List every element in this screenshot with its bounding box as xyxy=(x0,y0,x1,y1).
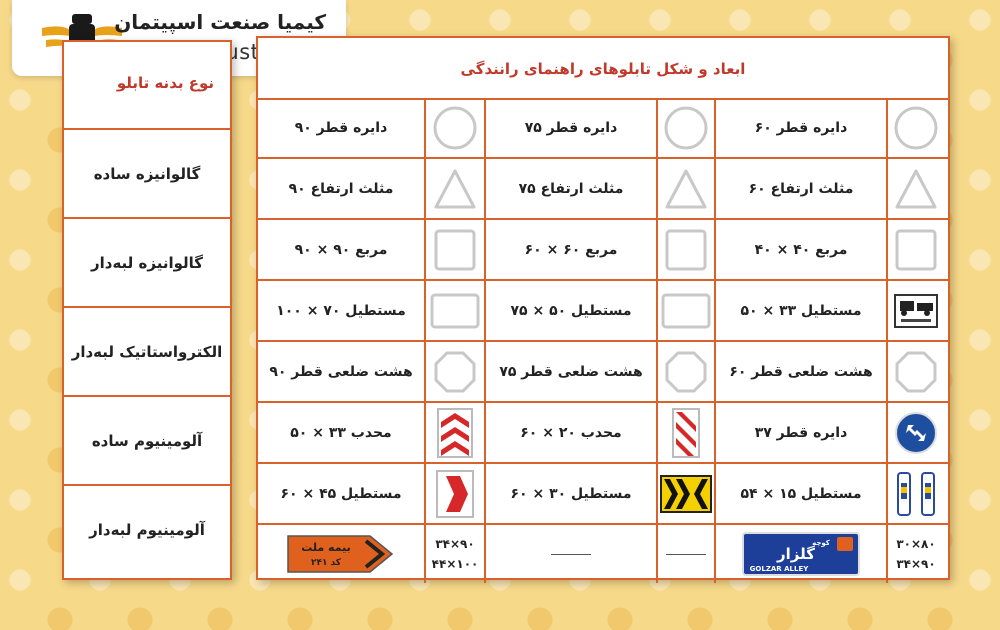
rectangle-sign-icon xyxy=(660,292,712,330)
triangle-sign-icon xyxy=(664,168,708,210)
shape-cell xyxy=(658,464,716,523)
shape-cell xyxy=(426,464,486,523)
street-name-sign xyxy=(741,531,861,577)
body-type-column xyxy=(62,40,232,580)
bollard-sign-icon xyxy=(894,471,938,517)
empty-cell xyxy=(658,525,716,583)
triangle-sign-icon xyxy=(433,168,477,210)
size-label: دایره قطر ۶۰ xyxy=(716,98,888,157)
size-label: دایره قطر ۳۷ xyxy=(716,403,888,462)
size-label: مثلث ارتفاع ۶۰ xyxy=(716,159,888,218)
octagon-sign-icon xyxy=(894,350,938,394)
circle-sign-icon xyxy=(894,106,938,150)
size-label: هشت ضلعی قطر ۹۰ xyxy=(258,342,426,401)
rectangle-sign-icon xyxy=(429,292,481,330)
dims-cell xyxy=(888,525,944,583)
table-row xyxy=(258,281,948,342)
shape-cell xyxy=(426,403,486,462)
triangle-sign-icon xyxy=(894,168,938,210)
insurance-sign-cell xyxy=(258,525,426,583)
size-label: مستطیل ۵۰ × ۷۵ xyxy=(486,281,658,340)
size-label: مربع ۴۰ × ۴۰ xyxy=(716,220,888,279)
red-chevron-sign-icon xyxy=(437,408,473,458)
table-grid xyxy=(258,98,948,583)
sign-dimensions-table xyxy=(256,36,950,580)
insurance-sign-title: بیمه ملت xyxy=(301,541,351,554)
size-label: مستطیل ۱۵ × ۵۴ xyxy=(716,464,888,523)
shape-cell xyxy=(658,281,716,340)
shape-cell xyxy=(658,220,716,279)
type-column-header xyxy=(64,42,230,130)
table-title xyxy=(258,38,948,100)
dim-value: ۱۰۰×۴۴ xyxy=(431,557,479,571)
towing-sign-icon xyxy=(893,293,939,329)
table-row xyxy=(258,159,948,220)
type-item: گالوانیزه لبه‌دار xyxy=(64,219,230,308)
shape-cell xyxy=(426,220,486,279)
shape-cell xyxy=(658,98,716,157)
street-sign-name: گلزار xyxy=(777,545,815,563)
size-label: هشت ضلعی قطر ۶۰ xyxy=(716,342,888,401)
size-label: هشت ضلعی قطر ۷۵ xyxy=(486,342,658,401)
dims-cell xyxy=(426,525,486,583)
blue-direction-sign-icon xyxy=(894,411,938,455)
shape-cell xyxy=(426,342,486,401)
type-item: آلومینیوم ساده xyxy=(64,397,230,486)
street-sign-small: کوچه xyxy=(812,539,830,547)
table-row xyxy=(258,220,948,281)
size-label: دایره قطر ۷۵ xyxy=(486,98,658,157)
shape-cell xyxy=(426,281,486,340)
size-label: محدب ۳۳ × ۵۰ xyxy=(258,403,426,462)
type-item: گالوانیزه ساده xyxy=(64,130,230,219)
size-label: محدب ۲۰ × ۶۰ xyxy=(486,403,658,462)
dim-value: ۹۰×۳۴ xyxy=(896,557,936,571)
square-sign-icon xyxy=(664,228,708,272)
shape-cell xyxy=(658,342,716,401)
insurance-arrow-sign xyxy=(286,533,396,575)
shape-cell xyxy=(658,403,716,462)
type-item: الکترواستاتیک لبه‌دار xyxy=(64,308,230,397)
shape-cell xyxy=(426,159,486,218)
empty-cell xyxy=(486,525,658,583)
dim-value: ۹۰×۳۴ xyxy=(435,537,475,551)
size-label: مستطیل ۳۰ × ۶۰ xyxy=(486,464,658,523)
shape-cell xyxy=(888,98,944,157)
octagon-sign-icon xyxy=(433,350,477,394)
street-sign-en: GOLZAR ALLEY xyxy=(749,565,809,573)
type-column-header-label: نوع بدنه تابلو xyxy=(116,74,214,92)
size-label: مربع ۶۰ × ۶۰ xyxy=(486,220,658,279)
table-row xyxy=(258,403,948,464)
shape-cell xyxy=(888,342,944,401)
table-title-label: ابعاد و شکل تابلوهای راهنمای رانندگی xyxy=(460,60,746,78)
shape-cell xyxy=(888,159,944,218)
size-label: مستطیل ۳۳ × ۵۰ xyxy=(716,281,888,340)
dim-value: ۸۰×۳۰ xyxy=(896,537,936,551)
circle-sign-icon xyxy=(433,106,477,150)
shape-cell xyxy=(888,220,944,279)
shape-cell xyxy=(658,159,716,218)
street-sign-cell xyxy=(716,525,888,583)
size-label: مستطیل ۴۵ × ۶۰ xyxy=(258,464,426,523)
shape-cell xyxy=(888,403,944,462)
table-row xyxy=(258,525,948,583)
size-label: مستطیل ۷۰ × ۱۰۰ xyxy=(258,281,426,340)
size-label: دایره قطر ۹۰ xyxy=(258,98,426,157)
circle-sign-icon xyxy=(664,106,708,150)
size-label: مثلث ارتفاع ۷۵ xyxy=(486,159,658,218)
table-row xyxy=(258,464,948,525)
square-sign-icon xyxy=(433,228,477,272)
yellow-chevron-sign-icon xyxy=(660,475,712,513)
red-stripes-sign-icon xyxy=(672,408,700,458)
type-item: آلومینیوم لبه‌دار xyxy=(89,520,205,539)
octagon-sign-icon xyxy=(664,350,708,394)
square-sign-icon xyxy=(894,228,938,272)
table-row xyxy=(258,342,948,403)
size-label: مثلث ارتفاع ۹۰ xyxy=(258,159,426,218)
shape-cell xyxy=(888,464,944,523)
brand-name: کیمیا صنعت اسپیتمان xyxy=(114,10,326,34)
size-label: مربع ۹۰ × ۹۰ xyxy=(258,220,426,279)
red-arrow-sign-icon xyxy=(436,470,474,518)
insurance-sign-sub: کد ۲۴۱ xyxy=(310,558,342,568)
shape-cell xyxy=(426,98,486,157)
table-row xyxy=(258,98,948,159)
shape-cell xyxy=(888,281,944,340)
